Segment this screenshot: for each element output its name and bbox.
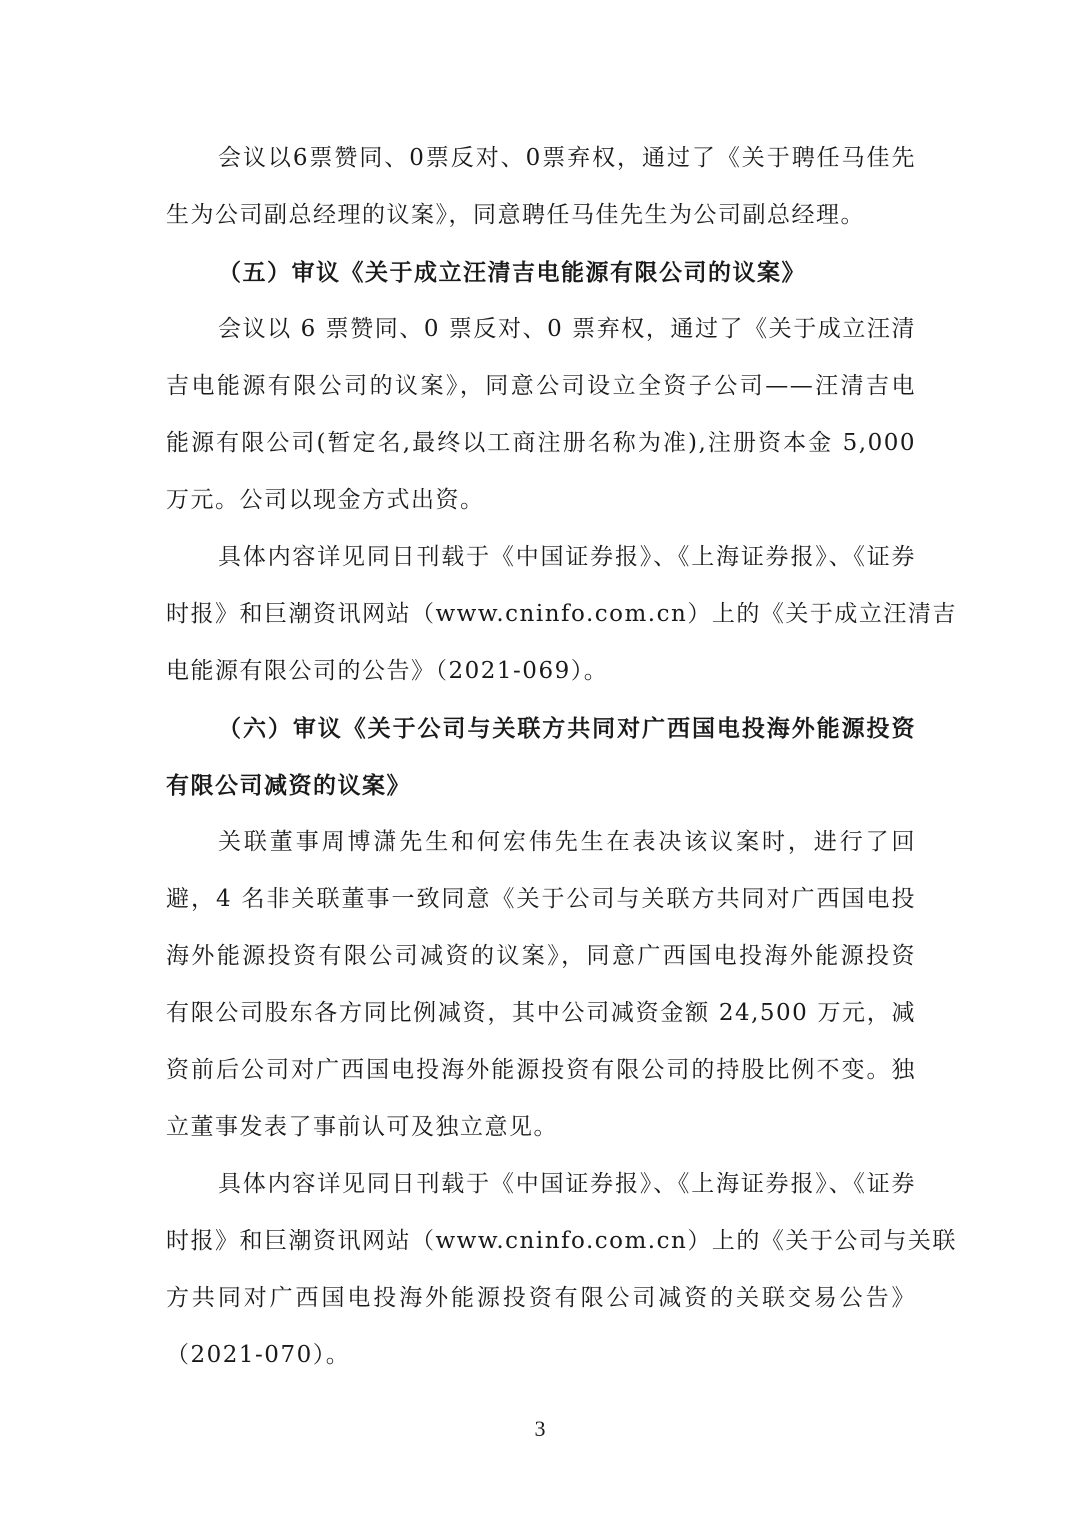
- text-line: 避，4 名非关联董事一致同意《关于公司与关联方共同对广西国电投: [166, 886, 916, 912]
- document-body: [166, 130, 957, 1384]
- page-number: 3: [534, 1416, 546, 1441]
- body-paragraph: [166, 1156, 957, 1384]
- text-line: 时报》和巨潮资讯网站（www.cninfo.com.cn）上的《关于成立汪清吉: [166, 601, 957, 627]
- body-paragraph: [166, 130, 916, 244]
- text-line: 立董事发表了事前认可及独立意见。: [166, 1114, 558, 1140]
- text-line: 有限公司减资的议案》: [166, 772, 411, 799]
- text-line: 关联董事周博潇先生和何宏伟先生在表决该议案时，进行了回: [218, 829, 916, 855]
- text-line: 吉电能源有限公司的议案》，同意公司设立全资子公司——汪清吉电: [166, 373, 916, 399]
- text-line: （六）审议《关于公司与关联方共同对广西国电投海外能源投资: [218, 715, 916, 742]
- text-line: （2021-070）。: [166, 1342, 351, 1368]
- text-line: 会议以6票赞同、0票反对、0票弃权，通过了《关于聘任马佳先: [218, 145, 916, 171]
- text-line: 会议以 6 票赞同、0 票反对、0 票弃权，通过了《关于成立汪清: [218, 316, 916, 342]
- text-line: 能源有限公司(暂定名,最终以工商注册名称为准),注册资本金 5,000: [166, 430, 916, 456]
- text-line: 有限公司股东各方同比例减资，其中公司减资金额 24,500 万元，减: [166, 1000, 916, 1026]
- text-line: 时报》和巨潮资讯网站（www.cninfo.com.cn）上的《关于公司与关联: [166, 1228, 957, 1254]
- text-line: 电能源有限公司的公告》（2021-069）。: [166, 658, 609, 684]
- text-line: 具体内容详见同日刊载于《中国证券报》、《上海证券报》、《证券: [218, 1171, 916, 1197]
- text-line: 生为公司副总经理的议案》，同意聘任马佳先生为公司副总经理。: [166, 202, 865, 228]
- text-line: （五）审议《关于成立汪清吉电能源有限公司的议案》: [218, 259, 806, 286]
- text-line: 具体内容详见同日刊载于《中国证券报》、《上海证券报》、《证券: [218, 544, 916, 570]
- text-line: 海外能源投资有限公司减资的议案》，同意广西国电投海外能源投资: [166, 943, 916, 969]
- body-paragraph: [166, 814, 916, 1156]
- body-paragraph: [166, 301, 916, 529]
- text-line: 方共同对广西国电投海外能源投资有限公司减资的关联交易公告》: [166, 1285, 916, 1311]
- text-line: 万元。公司以现金方式出资。: [166, 487, 485, 513]
- text-line: 资前后公司对广西国电投海外能源投资有限公司的持股比例不变。独: [166, 1057, 916, 1083]
- section-heading: [166, 244, 916, 301]
- section-heading: [166, 700, 916, 814]
- body-paragraph: [166, 529, 957, 700]
